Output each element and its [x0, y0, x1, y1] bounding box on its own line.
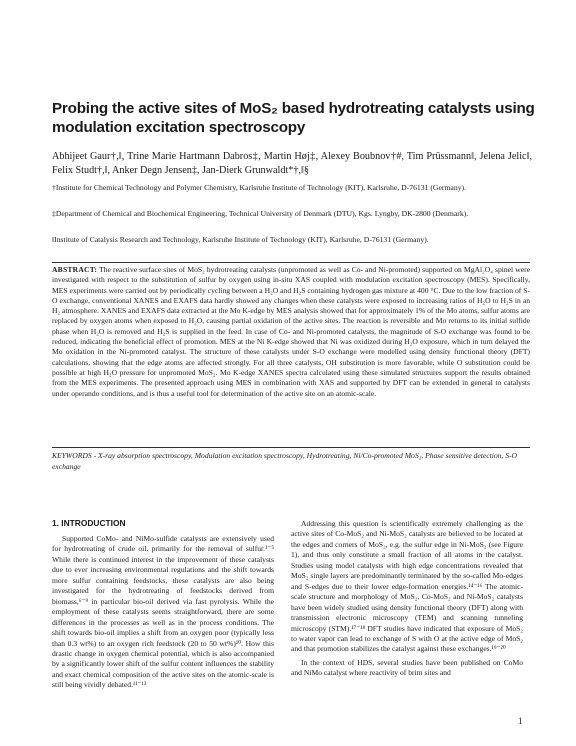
affiliation-3: ‖Institute of Catalysis Research and Technology, Karlsruhe Institute of Technology (KIT), Karlsruhe, D-76131 (Germany). — [52, 235, 429, 244]
paper-title — [52, 100, 535, 137]
intro-paragraph-3: In the context of HDS, several studies have been published on CoMo and NiMo catalyst where reactivity of brim sites and — [291, 657, 523, 678]
affiliation-1: †Institute for Chemical Technology and Polymer Chemistry, Karlsruhe Institute of Technology (KIT), Karlsruhe, D-76131 (Germany). — [52, 183, 467, 192]
author-list: Abhijeet Gaur†,‖, Trine Marie Hartmann Dabros‡, Martin Høj‡, Alexey Boubnov†#, Tim Prüssmann‖, Jelena Jelic‖, Felix Studt†,‖, Anker Degn Jensen‡, Jan-Dierk Grunwaldt*†,‖§ — [52, 151, 532, 176]
abstract-block — [52, 262, 530, 399]
left-column — [52, 518, 274, 691]
paper-title-line-1: Probing the active sites of MoS₂ based hydrotreating catalysts using — [52, 100, 535, 117]
affiliation-2: ‡Department of Chemical and Biochemical Engineering, Technical University of Denmark (DTU), Kgs. Lyngby, DK-2800 (Denmark). — [52, 209, 469, 218]
section-heading-introduction: 1. INTRODUCTION — [52, 518, 126, 528]
abstract-text: The reactive surface sites of MoS₂ hydrotreating catalysts (unpromoted as well as Co- and Ni-promoted) supported on MgAl₂O₄ spinel were investigated with respect to the substitution of sulfur by oxygen using in-situ XAS coupled with modulation excitation spectroscopy (MES). Specifically, MES experiments were carried out by periodically cycling between a H₂O and H₂S containing hydrogen gas mixture at 400 °C. Due to the low fraction of S-O exchange, conventional XANES and EXAFS data hardly showed any changes when these catalysts were exposed to increasing ratios of H₂O to H₂S in an H₂ atmosphere. XANES and EXAFS data extracted at the Mo K-edge by MES analysis showed that for approximately 1% of the Mo atoms, sulfur atoms are replaced by oxygen atoms when exposed to H₂O, causing partial oxidation of the active sites. The reaction is reversible and Mo returns to its initial sulfide phase when H₂O is removed and H₂S is supplied in the feed. In case of Co- and Ni-promoted catalysts, the magnitude of S-O exchange was found to be reduced, indicating the beneficial effect of promotion. MES at the Ni K-edge showed that Ni was oxidized during H₂O exposure, which in turn delayed the Mo oxidation in the Ni-promoted catalyst. The structure of these catalysts under S-O exchange were modelled using density functional theory (DFT) calculations, showing that the edge atoms are affected strongly. For all three catalysts, OH substitution is more favorable, while O substitution could be possible at high H₂O pressure for unpromoted MoS₂. Mo K-edge XANES spectra calculated using these simulated structures support the results obtained from the MES experiments. The presented approach using MES in combination with XAS and supported by DFT can be extended in general to catalysts under operando conditions, and is thus a useful tool for determination of the active site on an atomic-scale. — [52, 265, 531, 398]
keywords-text: - X-ray absorption spectroscopy, Modulation excitation spectroscopy, Hydrotreating, Ni/Co-promoted MoS₂, Phase sensitive detection, S-O exchange — [52, 451, 518, 471]
paper-title-line-2: modulation excitation spectroscopy — [52, 118, 306, 136]
keywords-label: KEYWORDS — [52, 451, 92, 460]
keywords-block — [52, 447, 530, 472]
abstract-label: ABSTRACT: — [52, 265, 98, 274]
intro-paragraph-2: Addressing this question is scientifically extremely challenging as the active sites of Co-MoS₂ and Ni-MoS₂ catalysts are believed to be located at the edges and corners of MoS₂, e.g. the sulfur edge in Ni-MoS₂ (see Figure 1), and thus only constitute a small fraction of all atoms in the catalyst. Studies using model catalysts with high edge concentrations revealed that MoS₂ single layers are predominantly terminated by the so-called Mo-edges and S-edges due to their lower edge-formation energies.¹⁴⁻¹⁶ The atomic-scale structure and morphology of MoS₂, Co-MoS₂ and Ni-MoS₂ catalysts have been widely studied using density functional theory (DFT) along with transmission electronic microscopy (TEM) and scanning tunneling microscopy (STM).¹⁷⁻¹⁸ DFT studies have indicated that exposure of MoS₂ to water vapor can lead to exchange of S with O at the active edge of MoS₂ and that promotion stabilizes the catalyst against these exchanges.¹⁹⁻²⁰ — [291, 519, 523, 654]
intro-paragraph-1: Supported CoMo- and NiMo-sulfide catalysts are extensively used for hydrotreating of crude oil, primarily for the removal of sulfur.¹⁻⁵ While there is continued interest in the improvement of these catalysts due to ever increasing environmental regulations and the shift towards more sulfur containing feedstocks, these catalysts are also being investigated for the hydrotreating of feedstocks derived from biomass,⁶⁻⁹ in particular bio-oil derived via fast pyrolysis. While the employment of these catalysts seems straightforward, there are some differences in the processes as well as in the process conditions. The shift towards bio-oil implies a shift from an oxygen poor (typically less than 0.3 wt%) to an oxygen rich feedstock (20 to 50 wt%)¹⁰. How this drastic change in oxygen chemical potential, which is also accompanied by a significantly lower shift of the sulfur content influences the stability and exact chemical composition of the active sites on the atomic-scale is still being vividly debated.¹¹⁻¹³ — [52, 534, 274, 690]
page-number: 1 — [518, 716, 523, 726]
right-column — [291, 519, 523, 679]
